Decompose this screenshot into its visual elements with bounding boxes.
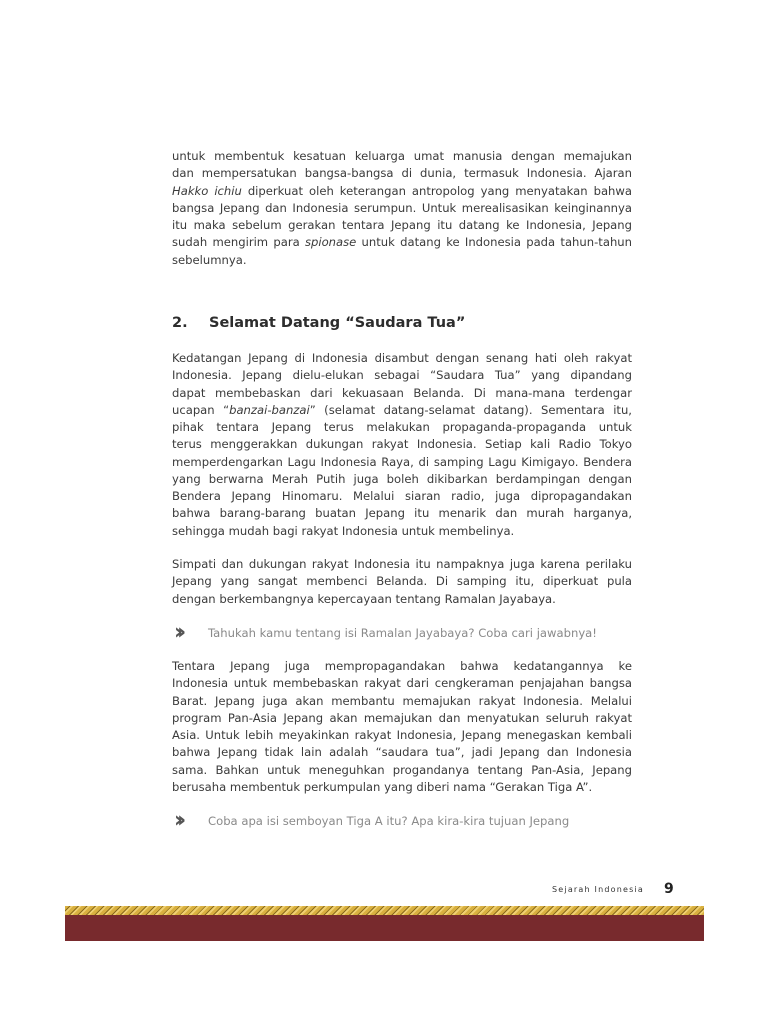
footer-band [65, 915, 704, 941]
text-segment: terus menggerakkan dukungan rakyat Indonesia. Setiap kali Radio Tokyo [172, 437, 632, 452]
text-line [172, 402, 632, 419]
text-segment: Simpati dan dukungan rakyat Indonesia itu nampaknya juga karena perilaku [172, 557, 632, 571]
tip-tiga-a [174, 808, 570, 833]
text-segment: Asia. Untuk lebih meyakinkan rakyat Indonesia, Jepang menegaskan kembali [172, 728, 632, 742]
text-segment: sebelumnya. [172, 252, 247, 267]
text-segment: diperkuat oleh keterangan antropolog yang menyatakan bahwa [241, 183, 632, 198]
text-line [172, 148, 632, 165]
text-segment: ucapan “ [172, 402, 230, 417]
italic-term: banzai-banzai [229, 402, 310, 417]
tip-text: Coba apa isi semboyan Tiga A itu? Apa kira-kira tujuan Jepang [208, 814, 570, 828]
paragraph-kedatangan [172, 350, 632, 540]
paragraph-simpati [172, 556, 632, 608]
text-line [172, 367, 632, 384]
tip-text: Tahukah kamu tentang isi Ramalan Jayabaya? Coba cari jawabnya! [208, 626, 597, 640]
text-segment: pihak tentara Jepang terus melakukan propaganda-propaganda untuk [172, 420, 632, 434]
text-line [172, 556, 632, 573]
text-line [172, 217, 632, 234]
page-number: 9 [664, 881, 674, 897]
paragraph-propaganda [172, 658, 632, 796]
text-segment: untuk membentuk kesatuan keluarga umat manusia dengan memajukan [172, 149, 632, 163]
text-segment: bahwa barang-barang buatan Jepang itu menarik dan murah harganya, [172, 506, 632, 521]
text-segment: Kedatangan Jepang di Indonesia disambut dengan senang hati oleh rakyat [172, 351, 632, 365]
text-segment: yang berwarna Merah Putih juga boleh dikibarkan berdampingan dengan [172, 471, 632, 486]
text-segment: dapat membebaskan dari kekuasaan Belanda. Di mana-mana terdengar [172, 385, 632, 400]
text-line [172, 234, 632, 251]
text-segment: Bendera Jepang Hinomaru. Melalui siaran radio, juga dipropagandakan [172, 489, 632, 503]
italic-term: spionase [304, 235, 357, 250]
text-segment: Tentara Jepang juga mempropagandakan bahwa kedatangannya ke [172, 659, 632, 673]
text-line [172, 436, 632, 453]
text-line [172, 779, 632, 796]
text-segment: dengan berkembangnya kepercayaan tentang Ramalan Jayabaya. [172, 591, 556, 606]
text-line [172, 488, 632, 505]
double-chevron-right-icon: ›› [174, 808, 181, 833]
text-segment: Indonesia. Jepang dielu-elukan sebagai “Saudara Tua” yang dipandang [172, 368, 632, 383]
text-segment: Jepang yang sangat membenci Belanda. Di samping itu, diperkuat pula [172, 574, 632, 589]
text-line [172, 710, 632, 727]
text-line [172, 523, 632, 540]
text-line [172, 727, 632, 744]
text-line [172, 252, 632, 269]
text-segment: bahwa Jepang tidak lain adalah “saudara tua”, jadi Jepang dan Indonesia [172, 745, 632, 760]
text-segment: sehingga mudah bagi rakyat Indonesia untuk membelinya. [172, 523, 515, 538]
text-segment: itu maka sebelum gerakan tentara Jepang itu datang ke Indonesia, Jepang [172, 218, 632, 232]
text-segment: ” (selamat datang-selamat datang). Sementara itu, [309, 402, 632, 417]
double-chevron-right-icon: ›› [174, 620, 181, 645]
text-segment: Indonesia untuk membebaskan rakyat dari cengkeraman penjajahan bangsa [172, 676, 632, 691]
text-segment: dan mempersatukan bangsa-bangsa di dunia, termasuk Indonesia. Ajaran [172, 166, 632, 181]
text-line [172, 350, 632, 367]
text-line [172, 693, 632, 710]
section-title: Selamat Datang “Saudara Tua” [209, 315, 466, 331]
text-segment: untuk datang ke Indonesia pada tahun-tahun [356, 235, 632, 250]
text-line [172, 419, 632, 436]
text-segment: Barat. Jepang juga akan membantu memajukan rakyat Indonesia. Melalui [172, 693, 632, 708]
text-line [172, 505, 632, 522]
text-line [172, 762, 632, 779]
text-line [172, 385, 632, 402]
text-segment: sama. Bahkan untuk meneguhkan progandanya tentang Pan-Asia, Jepang [172, 762, 632, 777]
tip-ramalan-jayabaya [174, 620, 597, 645]
text-segment: program Pan-Asia Jepang akan memajukan dan menyatukan seluruh rakyat [172, 710, 632, 725]
text-line [172, 591, 632, 608]
text-line [172, 658, 632, 675]
text-line [172, 573, 632, 590]
text-line [172, 744, 632, 761]
text-line [172, 183, 632, 200]
italic-term: Hakko ichiu [172, 183, 242, 198]
text-segment: berusaha membentuk perkumpulan yang diberi nama “Gerakan Tiga A”. [172, 779, 593, 794]
text-line [172, 454, 632, 471]
paragraph-intro-continuation [172, 148, 632, 269]
text-segment: memperdengarkan Lagu Indonesia Raya, di samping Lagu Kimigayo. Bendera [172, 454, 632, 469]
text-line [172, 471, 632, 488]
text-segment: sudah mengirim para [172, 235, 305, 250]
text-line [172, 200, 632, 217]
text-line [172, 675, 632, 692]
section-heading [172, 315, 465, 331]
footer-book-title: Sejarah Indonesia [552, 885, 645, 894]
text-segment: bangsa Jepang dan Indonesia serumpun. Untuk merealisasikan keinginannya [172, 200, 632, 215]
text-line [172, 165, 632, 182]
section-number: 2. [172, 315, 188, 331]
